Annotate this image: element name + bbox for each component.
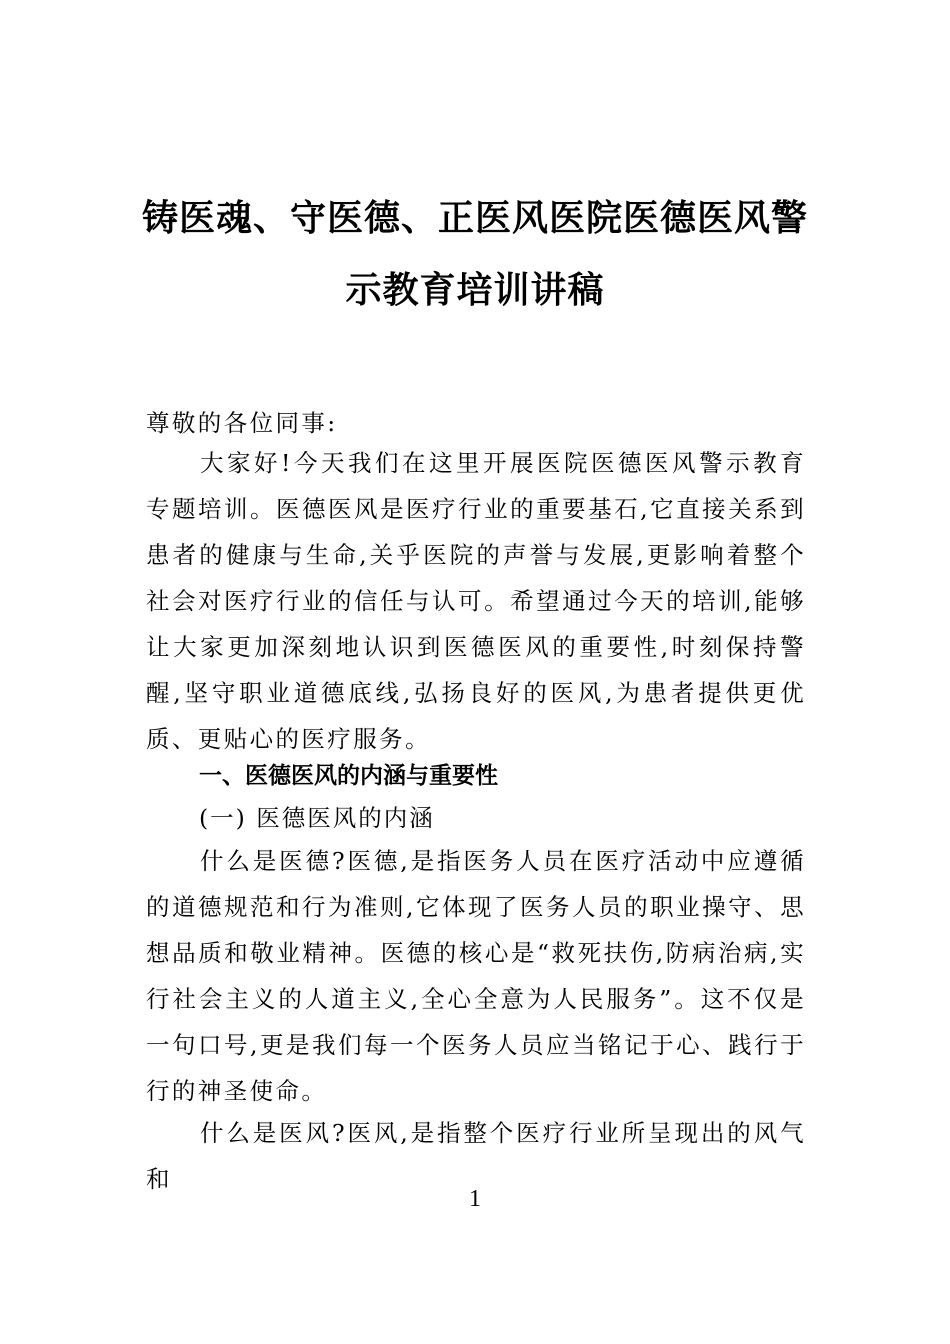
paragraph-medical-conduct: 什么是医风?医风,是指整个医疗行业所呈现出的风气和 — [146, 1119, 806, 1193]
page-number: 1 — [469, 1186, 481, 1212]
section-heading: 一、医德医风的内涵与重要性 — [199, 763, 498, 789]
salutation: 尊敬的各位同事: — [146, 409, 338, 437]
paragraph-opening: 大家好!今天我们在这里开展医院医德医风警示教育专题培训。医德医风是医疗行业的重要基石,它直接关系到患者的健康与生命,关乎医院的声誉与发展,更影响着整个社会对医疗行业的信任与认可。希望通过今天的培训,能够让大家更加深刻地认识到医德医风的重要性,时刻保持警醒,坚守职业道德底线,弘扬良好的医风,为患者提供更优质、更贴心的医疗服务。 — [146, 449, 806, 753]
subsection-heading: (一) 医德医风的内涵 — [199, 804, 435, 832]
paragraph-medical-ethics: 什么是医德?医德,是指医务人员在医疗活动中应遵循的道德规范和行为准则,它体现了医务人员的职业操守、思想品质和敬业精神。医德的核心是“救死扶伤,防病治病,实行社会主义的人道主义,全心全意为人民服务”。这不仅是一句口号,更是我们每一个医务人员应当铭记于心、践行于行的神圣使命。 — [146, 847, 806, 1105]
document-title-line-2: 示教育培训讲稿 — [345, 269, 605, 311]
document-title-line-1: 铸医魂、守医德、正医风医院医德医风警 — [141, 197, 808, 239]
